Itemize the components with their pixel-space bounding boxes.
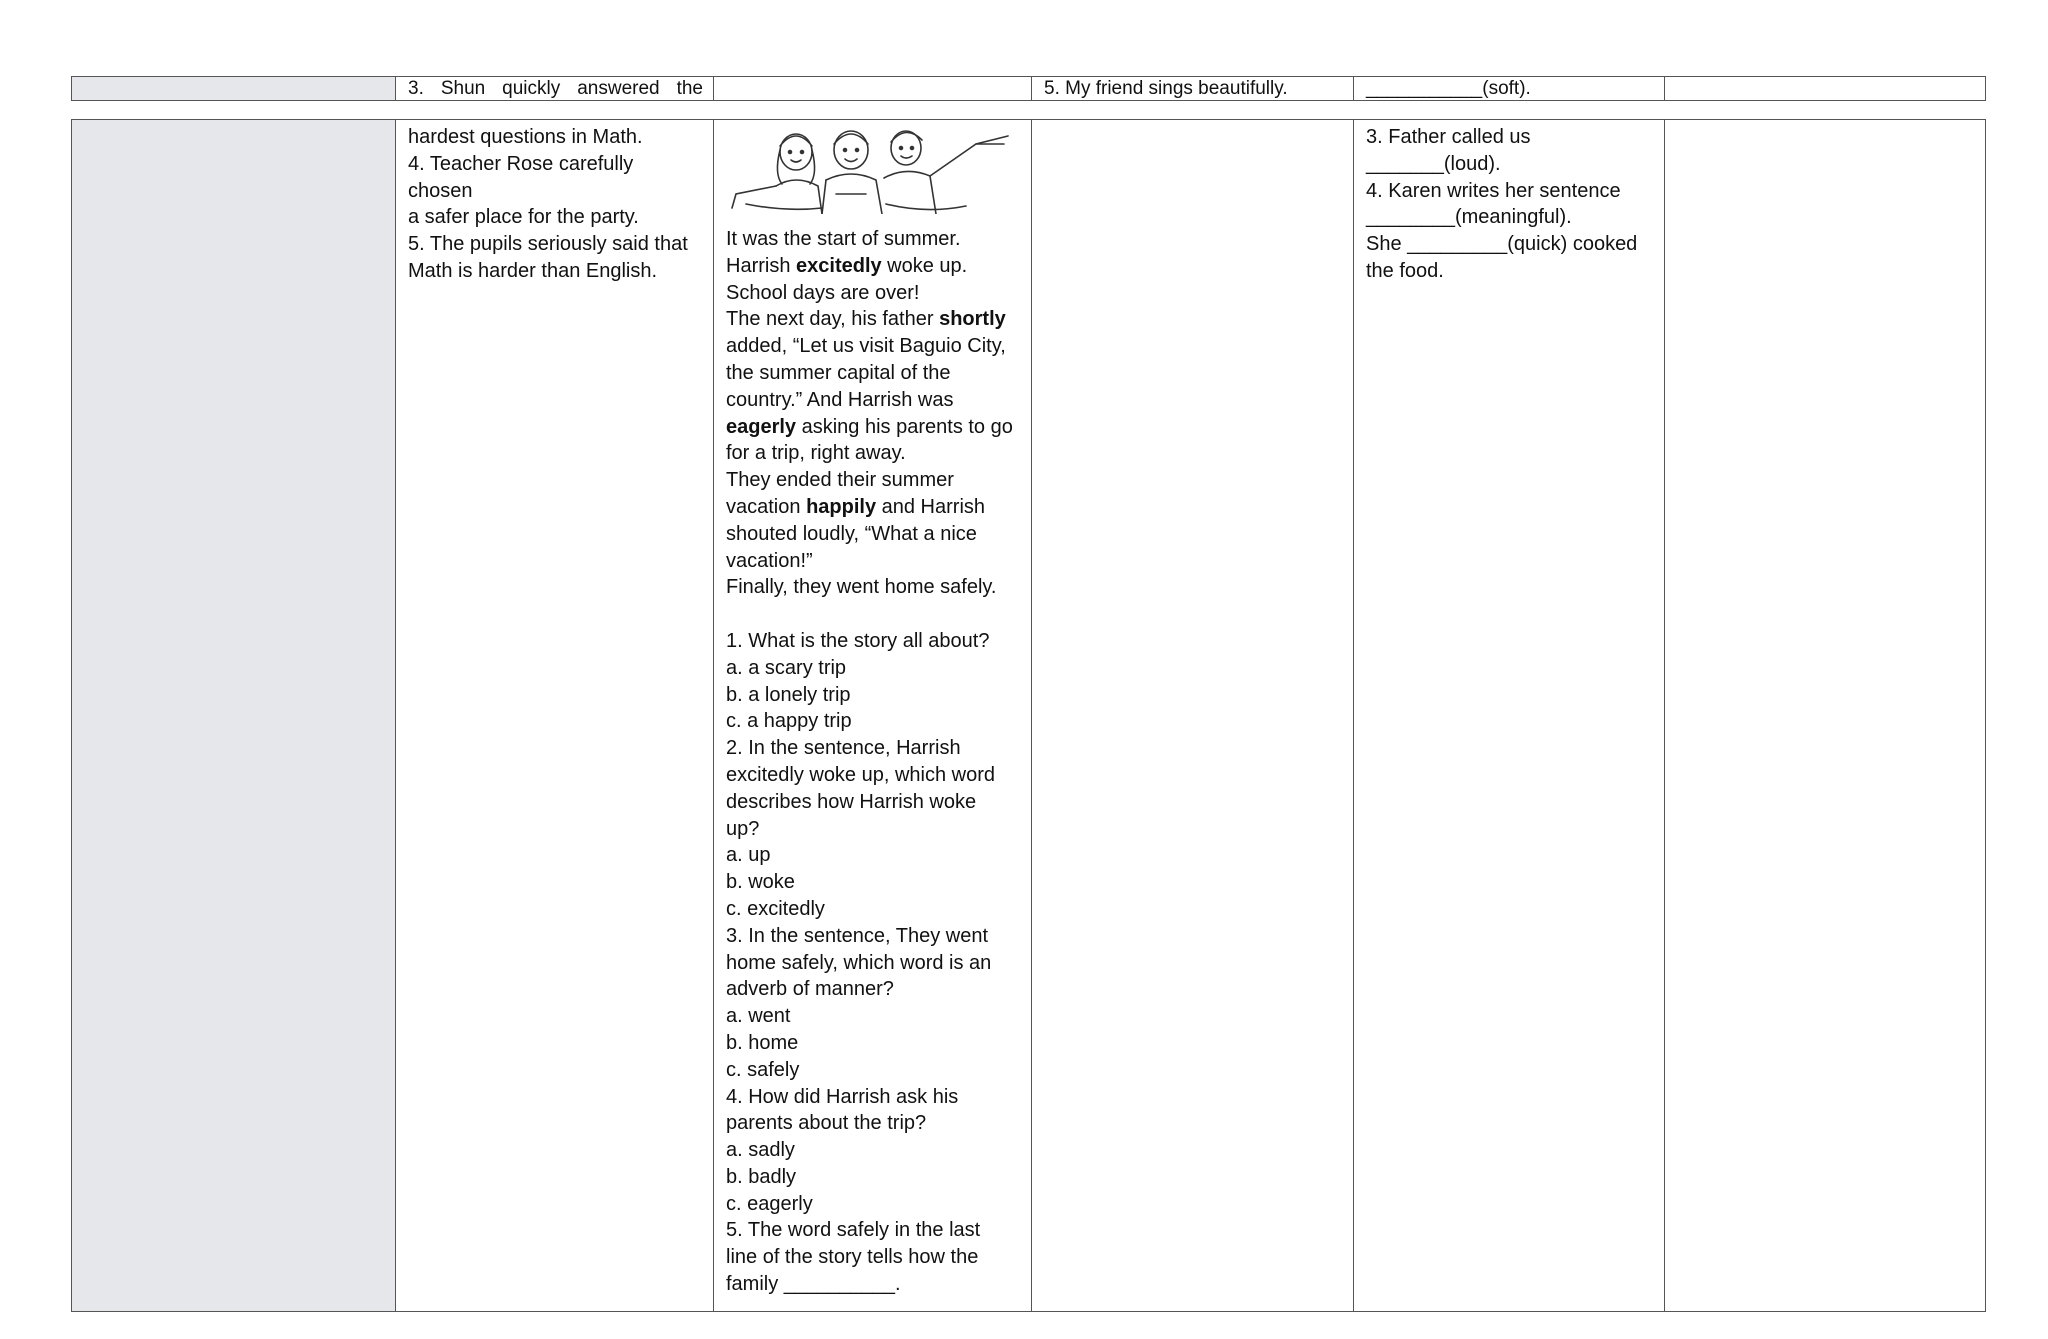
justified-line xyxy=(408,77,713,100)
question-line: a. a scary trip xyxy=(726,656,847,679)
story-line: for a trip, right away. xyxy=(726,442,906,465)
question-line: home safely, which word is an xyxy=(726,951,992,974)
text-line: _______(loud). xyxy=(1366,152,1501,175)
question-line: family __________. xyxy=(726,1273,901,1296)
spacer xyxy=(726,601,1021,628)
question-line: c. safely xyxy=(726,1058,800,1081)
table-row xyxy=(72,77,1986,101)
question-line: excitedly woke up, which word xyxy=(726,763,996,786)
question-line: c. excitedly xyxy=(726,897,825,920)
story-line: It was the start of summer. xyxy=(726,228,961,250)
question-line: 3. In the sentence, They went xyxy=(726,924,989,947)
text-line: ________(meaningful). xyxy=(1366,206,1572,229)
story-line xyxy=(726,253,1021,280)
table-cell-gray xyxy=(72,77,396,101)
story-line xyxy=(726,494,1021,521)
story-line: They ended their summer xyxy=(726,469,954,492)
story-line: shouted loudly, “What a nice xyxy=(726,522,977,545)
text: Harrish xyxy=(726,254,797,277)
adverb-bold: happily xyxy=(806,495,877,518)
adverb-bold: eagerly xyxy=(726,415,797,438)
text-line: Math is harder than English. xyxy=(408,259,658,282)
story-line: vacation!” xyxy=(726,549,813,572)
text: and Harrish xyxy=(876,495,986,518)
question-line: 5. The word safely in the last xyxy=(726,1219,981,1242)
question-line: a. went xyxy=(726,1005,791,1028)
table-cell-fill-in-blanks xyxy=(1354,120,1665,1312)
adverb-bold: shortly xyxy=(939,308,1006,331)
table-cell-empty xyxy=(1032,120,1354,1312)
word: Shun xyxy=(440,78,486,99)
word: quickly xyxy=(502,78,561,99)
table-cell-gray xyxy=(72,120,396,1312)
question-line: a. up xyxy=(726,844,771,867)
question-line: b. woke xyxy=(726,871,795,894)
text-line: a safer place for the party. xyxy=(408,206,639,229)
question-line: 4. How did Harrish ask his xyxy=(726,1085,959,1108)
table-cell-empty xyxy=(1665,120,1986,1312)
question-line: b. a lonely trip xyxy=(726,683,851,706)
story-line xyxy=(726,306,1021,333)
worksheet-table-main-row xyxy=(71,119,1986,1312)
question-line: 1. What is the story all about? xyxy=(726,629,990,652)
word: answered xyxy=(577,78,660,99)
question-line: 2. In the sentence, Harrish xyxy=(726,737,961,760)
table-row xyxy=(72,120,1986,1312)
text: vacation xyxy=(726,495,807,518)
text-line: hardest questions in Math. xyxy=(408,126,643,148)
question-line: up? xyxy=(726,817,760,840)
table-cell-blank: ___________(soft). xyxy=(1354,77,1665,101)
text-line: 3. Father called us xyxy=(1366,126,1531,148)
worksheet-table-continuation-row xyxy=(71,76,1986,101)
word: 3. xyxy=(408,78,424,99)
text: woke up. xyxy=(881,254,968,277)
question-line: line of the story tells how the xyxy=(726,1246,979,1269)
word: the xyxy=(676,78,703,99)
story-line: the summer capital of the xyxy=(726,361,951,384)
question-line: b. badly xyxy=(726,1165,797,1188)
table-cell-sentence: 5. My friend sings beautifully. xyxy=(1032,77,1354,101)
story-line: School days are over! xyxy=(726,281,920,304)
story-line: country.” And Harrish was xyxy=(726,388,954,411)
adverb-bold: excitedly xyxy=(796,254,882,277)
text: asking his parents to go xyxy=(796,415,1013,438)
story-line: added, “Let us visit Baguio City, xyxy=(726,335,1006,358)
table-cell-story xyxy=(714,120,1032,1312)
question-line: adverb of manner? xyxy=(726,978,894,1001)
question-line: a. sadly xyxy=(726,1139,795,1162)
children-illustration xyxy=(726,124,1016,214)
question-line: parents about the trip? xyxy=(726,1112,927,1135)
text-line: 5. The pupils seriously said that xyxy=(408,233,688,256)
text-line: 4. Teacher Rose carefully chosen xyxy=(408,152,634,202)
table-cell-exercise xyxy=(396,77,714,101)
question-line: b. home xyxy=(726,1031,799,1054)
table-cell-exercise-sentences xyxy=(396,120,714,1312)
story-line: Finally, they went home safely. xyxy=(726,576,997,599)
table-cell-empty xyxy=(1665,77,1986,101)
table-cell-empty xyxy=(714,77,1032,101)
text: The next day, his father xyxy=(726,308,940,331)
question-line: c. eagerly xyxy=(726,1192,813,1215)
question-line: c. a happy trip xyxy=(726,710,852,733)
question-line: describes how Harrish woke xyxy=(726,790,977,813)
text-line: the food. xyxy=(1366,259,1444,282)
text-line: 4. Karen writes her sentence xyxy=(1366,179,1621,202)
text-line: She _________(quick) cooked xyxy=(1366,233,1638,256)
story-line xyxy=(726,414,1021,441)
